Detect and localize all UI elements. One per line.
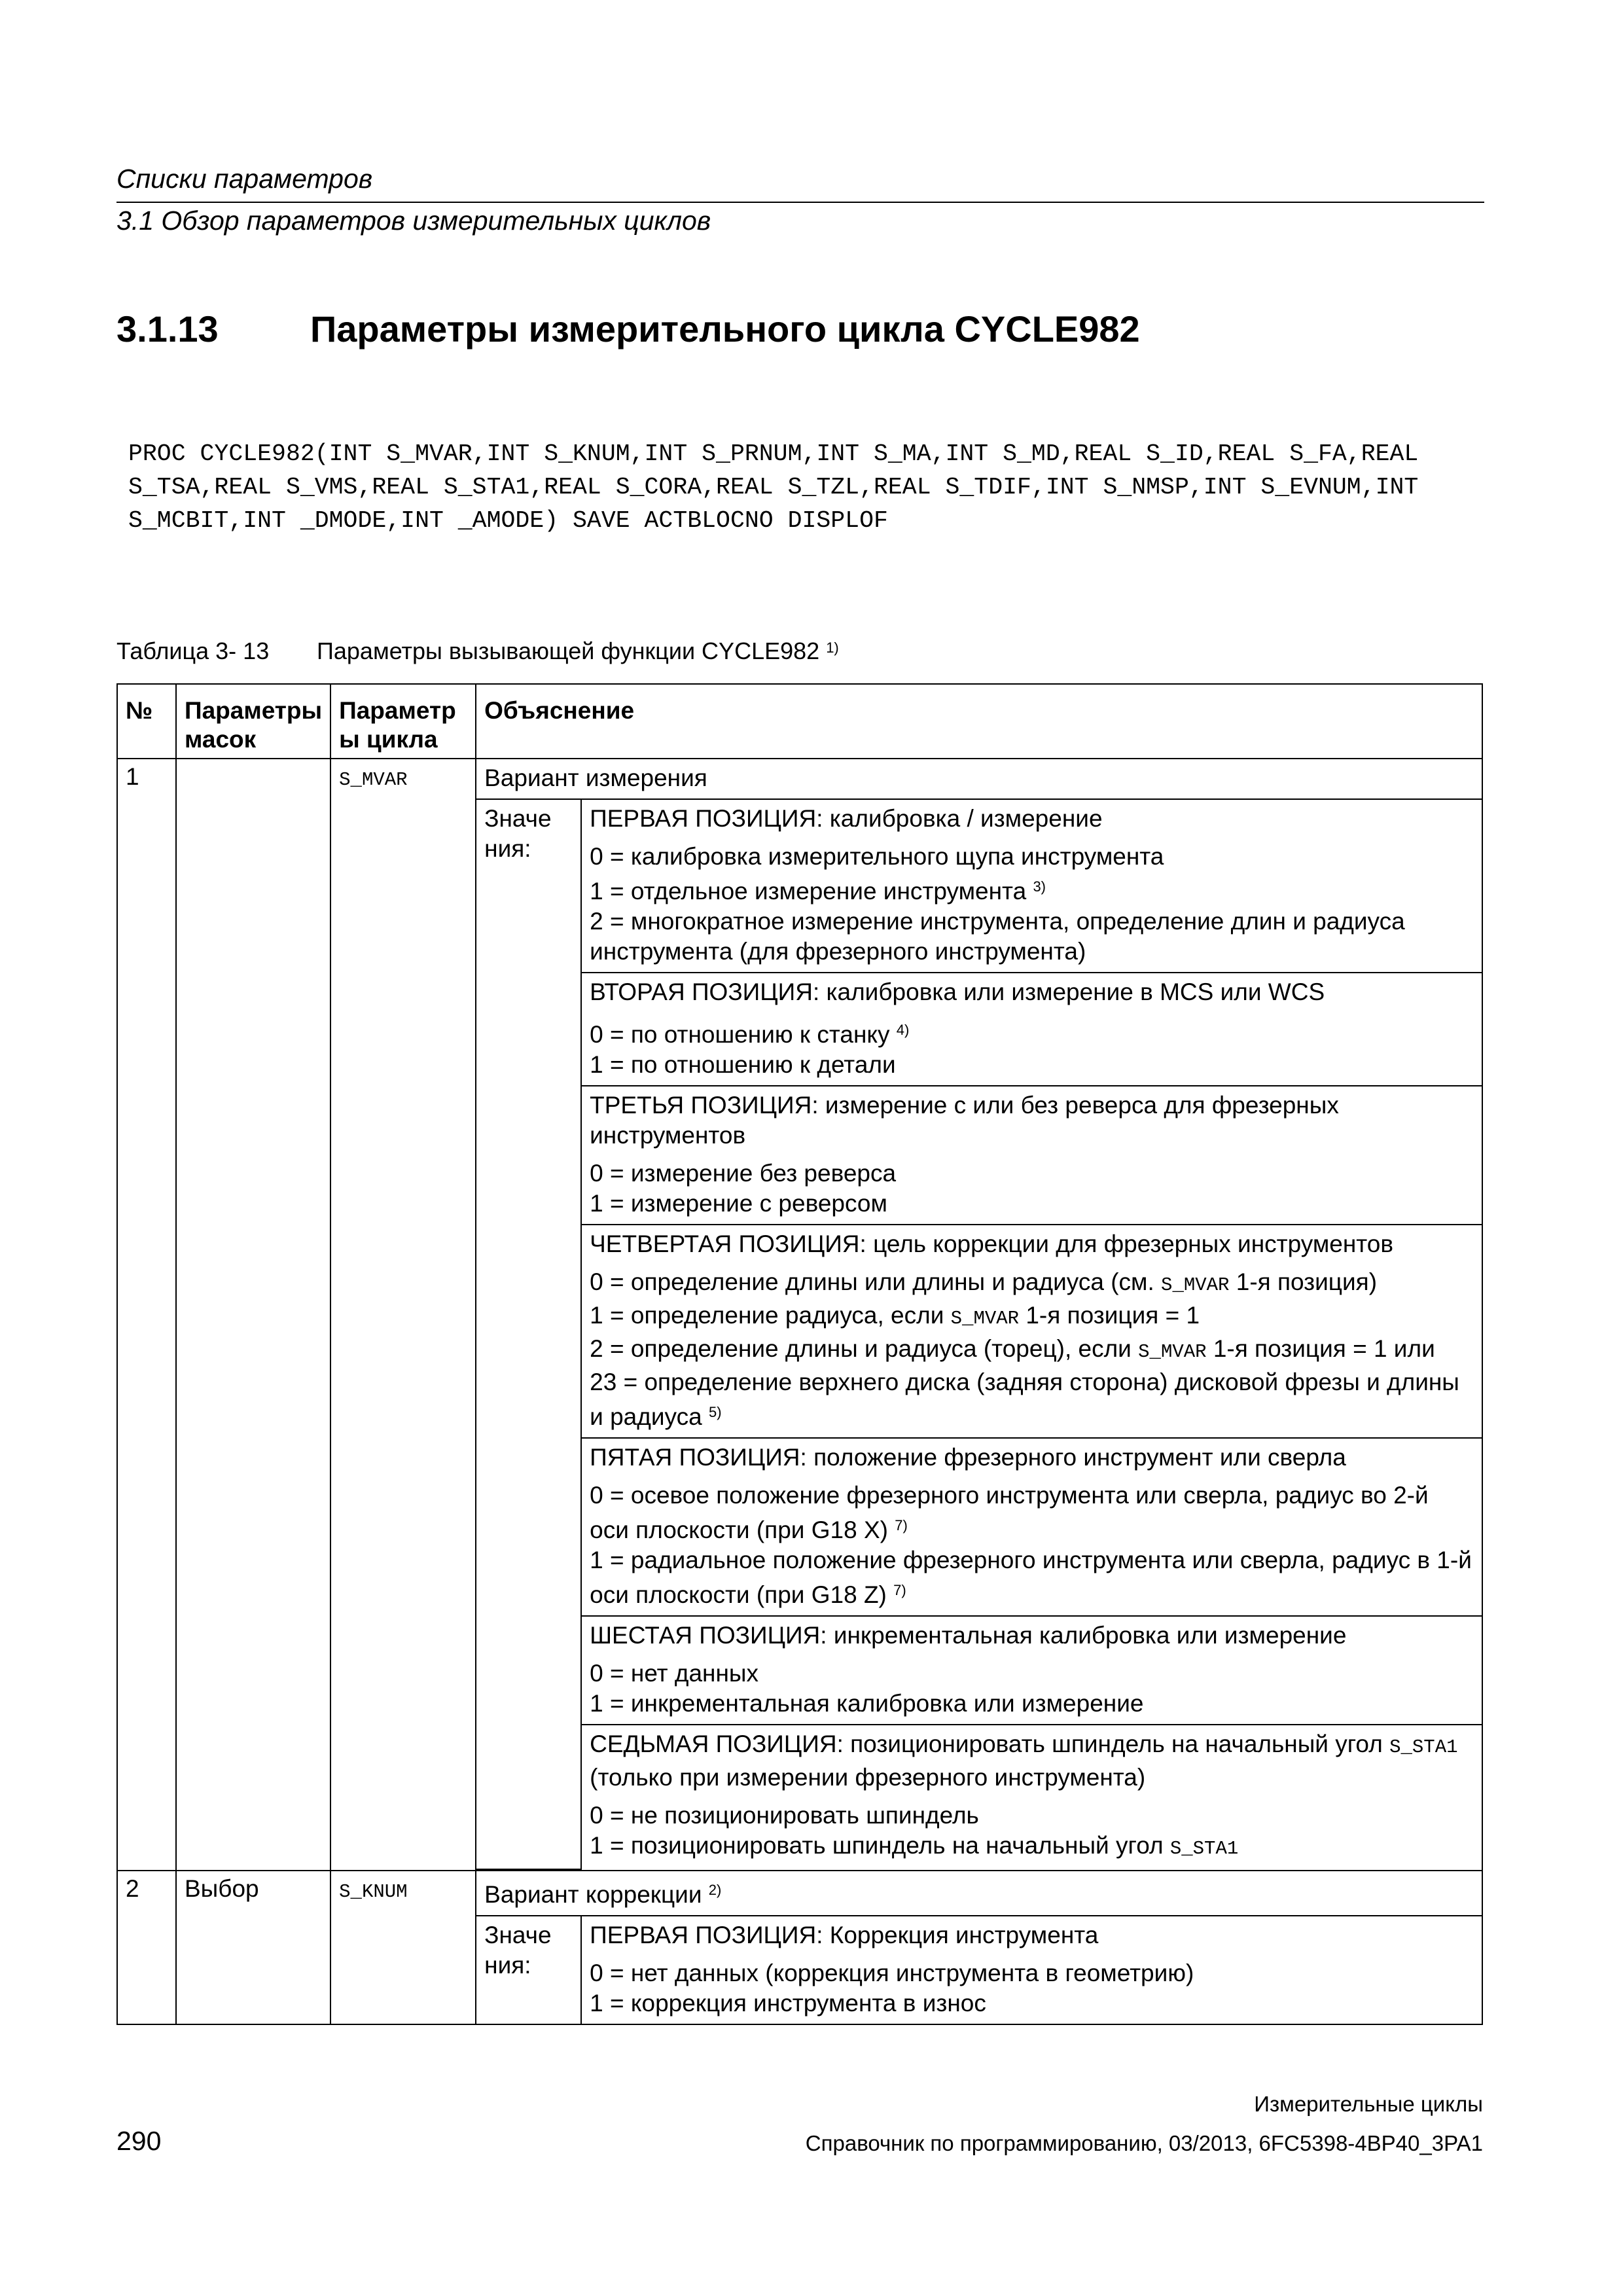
row2-pos1-line2: 1 = коррекция инструмента в износ bbox=[590, 1990, 986, 2017]
row1-pos4 bbox=[581, 1225, 1482, 1438]
table-caption-text: Параметры вызывающей функции CYCLE982 bbox=[317, 637, 820, 664]
table-row bbox=[117, 1871, 1482, 2024]
row1-pos1 bbox=[581, 799, 1482, 973]
header-explanation: Объяснение bbox=[476, 684, 1482, 759]
pos4-line1: 0 = определение длины или длины и радиуса (см. S_MVAR 1-я позиция) bbox=[590, 1268, 1378, 1296]
section-heading bbox=[116, 308, 1140, 350]
pos6-title: ШЕСТАЯ ПОЗИЦИЯ: инкрементальная калибровка или измерение bbox=[590, 1622, 1347, 1649]
row2-cycle-param bbox=[330, 1871, 476, 2024]
row1-pos5 bbox=[581, 1438, 1482, 1616]
row2-explanation bbox=[476, 1871, 1482, 2024]
pos1-line1: 0 = калибровка измерительного щупа инструмента bbox=[590, 843, 1164, 870]
row1-pos6 bbox=[581, 1616, 1482, 1725]
running-header-chapter: Списки параметров bbox=[116, 164, 373, 194]
table-header-row bbox=[117, 684, 1482, 759]
pos1-line2: 1 = отдельное измерение инструмента $^{3)}$ bbox=[590, 878, 1046, 905]
pos6-line1: 0 = нет данных bbox=[590, 1660, 759, 1687]
row1-values-label: Значе ния: bbox=[476, 799, 581, 1869]
row1-pos2 bbox=[581, 973, 1482, 1086]
row1-mask bbox=[176, 759, 330, 1871]
section-title: Параметры измерительного цикла CYCLE982 bbox=[310, 308, 1140, 350]
row2-mask: Выбор bbox=[176, 1871, 330, 2024]
table-row bbox=[117, 759, 1482, 1871]
row2-pos1 bbox=[581, 1916, 1482, 2024]
pos5-line2: 1 = радиальное положение фрезерного инструмента или сверла, радиус в 1-й оси плоскости (при G18 Z) $^{7)}$ bbox=[590, 1547, 1472, 1608]
section-number: 3.1.13 bbox=[116, 308, 219, 350]
row1-no: 1 bbox=[117, 759, 176, 1871]
pos3-line2: 1 = измерение с реверсом bbox=[590, 1190, 887, 1217]
parameters-table bbox=[116, 683, 1483, 2025]
pos1-title: ПЕРВАЯ ПОЗИЦИЯ: калибровка / измерение bbox=[590, 805, 1103, 832]
header-rule bbox=[116, 202, 1484, 203]
table-caption-footnote: 1) bbox=[826, 639, 839, 656]
pos3-title: ТРЕТЬЯ ПОЗИЦИЯ: измерение с или без реверса для фрезерных инструментов bbox=[590, 1092, 1339, 1149]
pos6-line2: 1 = инкрементальная калибровка или измерение bbox=[590, 1690, 1144, 1717]
footer-book-title: Измерительные циклы bbox=[1254, 2092, 1483, 2116]
header-no: № bbox=[117, 684, 176, 759]
row2-title: Вариант коррекции $^{2)}$ bbox=[476, 1871, 1482, 1916]
pos4-title: ЧЕТВЕРТАЯ ПОЗИЦИЯ: цель коррекции для фрезерных инструментов bbox=[590, 1230, 1394, 1257]
table-caption-label: Таблица 3- 13 bbox=[116, 637, 270, 664]
row1-pos7 bbox=[581, 1725, 1482, 1869]
row2-pos1-line1: 0 = нет данных (коррекция инструмента в геометрию) bbox=[590, 1960, 1194, 1986]
row1-explanation bbox=[476, 759, 1482, 1871]
row2-values-label: Значе ния: bbox=[476, 1916, 581, 2024]
pos5-line1: 0 = осевое положение фрезерного инструмента или сверла, радиус во 2-й оси плоскости (при G18 X) $^{7)}$ bbox=[590, 1482, 1429, 1543]
pos2-line2: 1 = по отношению к детали bbox=[590, 1051, 896, 1078]
page-number: 290 bbox=[116, 2126, 162, 2156]
pos7-title: СЕДЬМАЯ ПОЗИЦИЯ: позиционировать шпиндель на начальный угол S_STA1 (только при измерении фрезерного инструмента) bbox=[590, 1731, 1458, 1791]
pos2-title: ВТОРАЯ ПОЗИЦИЯ: калибровка или измерение в MCS или WCS bbox=[590, 978, 1325, 1005]
pos1-line3: 2 = многократное измерение инструмента, определение длин и радиуса инструмента (для фрезерного инструмента) bbox=[590, 908, 1405, 965]
running-header-subsection: 3.1 Обзор параметров измерительных циклов bbox=[116, 206, 711, 236]
pos4-line3: 2 = определение длины и радиуса (торец), если S_MVAR 1-я позиция = 1 или bbox=[590, 1335, 1435, 1363]
pos4-line4: 23 = определение верхнего диска (задняя сторона) дисковой фрезы и длины и радиуса $^{5)}$ bbox=[590, 1369, 1459, 1430]
pos5-title: ПЯТАЯ ПОЗИЦИЯ: положение фрезерного инструмент или сверла bbox=[590, 1444, 1346, 1471]
row1-title: Вариант измерения bbox=[476, 759, 1482, 799]
pos7-line2: 1 = позиционировать шпиндель на начальный угол S_STA1 bbox=[590, 1832, 1239, 1859]
header-cycle-params: Параметр ы цикла bbox=[330, 684, 476, 759]
pos2-line1: 0 = по отношению к станку $^{4)}$ bbox=[590, 1021, 910, 1048]
header-mask-params: Параметры масок bbox=[176, 684, 330, 759]
row1-inner-table bbox=[476, 759, 1482, 1870]
row1-cycle-param bbox=[330, 759, 476, 1871]
footer-reference: Справочник по программированию, 03/2013, 6FC5398-4BP40_3PA1 bbox=[805, 2131, 1483, 2155]
proc-declaration-code: PROC CYCLE982(INT S_MVAR,INT S_KNUM,INT S_PRNUM,INT S_MA,INT S_MD,REAL S_ID,REAL S_FA,REAL S_TSA,REAL S_VMS,REAL S_STA1,REAL S_CORA,REAL S_TZL,REAL S_TDIF,INT S_NMSP,INT S_EVNUM,INT S_MCBIT,INT _DMODE,INT _AMODE) SAVE ACTBLOCNO DISPLOF bbox=[128, 440, 1433, 534]
row2-inner-table bbox=[476, 1871, 1482, 2024]
row2-no: 2 bbox=[117, 1871, 176, 2024]
row1-cycle-code: S_MVAR bbox=[339, 769, 408, 791]
table-caption bbox=[116, 637, 839, 665]
row2-cycle-code: S_KNUM bbox=[339, 1881, 408, 1903]
pos3-line1: 0 = измерение без реверса bbox=[590, 1160, 897, 1187]
row1-pos3 bbox=[581, 1086, 1482, 1225]
pos7-line1: 0 = не позиционировать шпиндель bbox=[590, 1802, 979, 1829]
row2-pos1-title: ПЕРВАЯ ПОЗИЦИЯ: Коррекция инструмента bbox=[590, 1922, 1099, 1948]
pos4-line2: 1 = определение радиуса, если S_MVAR 1-я позиция = 1 bbox=[590, 1302, 1200, 1329]
